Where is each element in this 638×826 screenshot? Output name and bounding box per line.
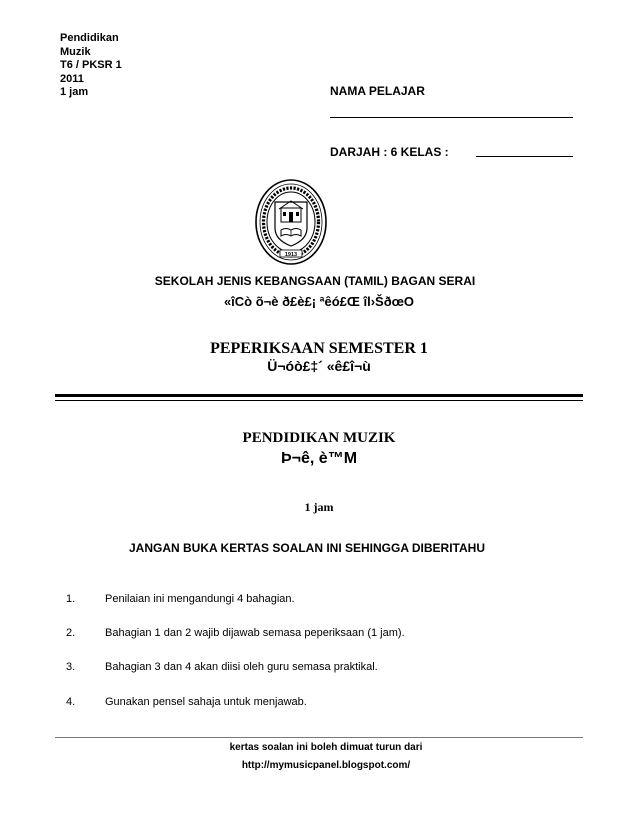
instruction-number: 3. [66, 661, 76, 673]
exam-duration: 1 jam [304, 500, 334, 514]
meta-subject-2: Muzik [60, 45, 91, 58]
class-label: DARJAH : 6 KELAS : [330, 145, 449, 159]
instruction-number: 2. [66, 627, 76, 639]
student-name-blank[interactable] [330, 117, 573, 118]
exam-title-tamil: Ü¬óò£‡´ «ê£î¬ù [267, 358, 371, 374]
footer-download-note: kertas soalan ini boleh dimuat turun dari [229, 742, 423, 753]
meta-duration: 1 jam [60, 86, 89, 98]
instruction-text: Bahagian 1 dan 2 wajib dijawab semasa peperiksaan (1 jam). [105, 627, 405, 639]
school-name-tamil: «îCò õ¬è ð£è£¡ ªêó£Œ îl›ŠðœO [223, 294, 415, 309]
student-name-label: NAMA PELAJAR [330, 84, 425, 98]
instruction-text: Bahagian 3 dan 4 akan diisi oleh guru semasa praktikal. [105, 661, 378, 673]
subject-title-tamil: Þ¬ê, è™M [280, 450, 358, 467]
class-blank[interactable] [476, 156, 573, 157]
school-name: SEKOLAH JENIS KEBANGSAAN (TAMIL) BAGAN SERAI [154, 274, 476, 288]
footer-url-link[interactable]: http://mymusicpanel.blogspot.com/ [241, 760, 411, 771]
instruction-number: 1. [66, 593, 76, 605]
paper-meta [60, 32, 122, 100]
crest-year: 1913 [284, 251, 298, 258]
divider-thin [55, 400, 583, 401]
warning-notice: JANGAN BUKA KERTAS SOALAN INI SEHINGGA DIBERITAHU [128, 541, 485, 555]
divider-thick [55, 394, 583, 397]
instruction-text: Penilaian ini mengandungi 4 bahagian. [105, 593, 295, 605]
school-crest-icon [254, 178, 328, 266]
instruction-text: Gunakan pensel sahaja untuk menjawab. [105, 696, 307, 708]
meta-subject-1: Pendidikan [60, 32, 119, 44]
meta-year: 2011 [60, 72, 84, 85]
instruction-number: 4. [66, 696, 76, 708]
meta-code: T6 / PKSR 1 [60, 59, 122, 71]
exam-title: PEPERIKSAAN SEMESTER 1 [210, 340, 428, 357]
subject-title: PENDIDIKAN MUZIK [242, 430, 396, 446]
footer-divider [55, 737, 583, 738]
